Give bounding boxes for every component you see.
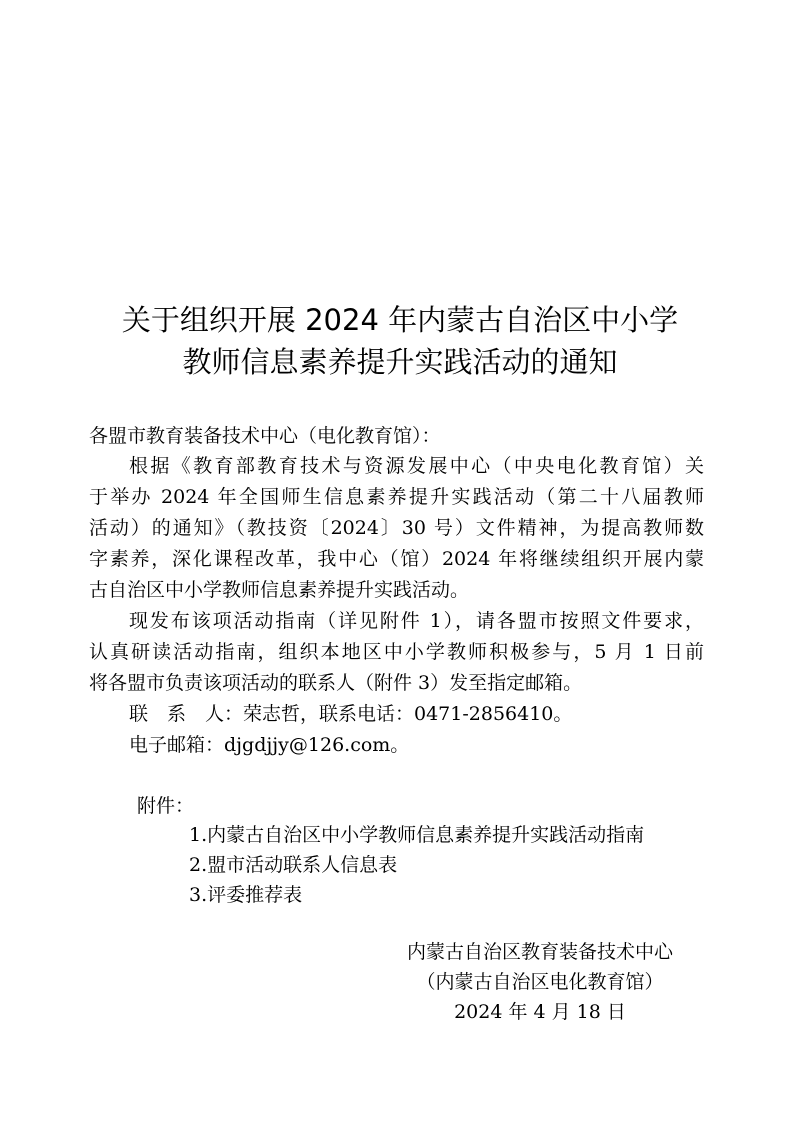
- salutation: 各盟市教育装备技术中心（电化教育馆）：: [89, 425, 441, 447]
- paragraph-line: 于举办 2024 年全国师生信息素养提升实践活动（第二十八届教师: [89, 486, 704, 508]
- paragraph-line: 古自治区中小学教师信息素养提升实践活动。: [89, 579, 470, 601]
- attachment-item: 2.盟市活动联系人信息表: [189, 854, 398, 876]
- signature-org-alt: （内蒙古自治区电化教育馆）: [416, 971, 664, 993]
- paragraph-line: 认真研读活动指南，组织本地区中小学教师积极参与，5 月 1 日前: [89, 641, 704, 663]
- attachments-label: 附件：: [137, 795, 195, 817]
- paragraph-line: 活动）的通知》（教技资〔2024〕30 号）文件精神，为提高教师数: [89, 517, 704, 539]
- contact-info: 联 系 人：荣志哲，联系电话：0471-2856410。: [129, 703, 573, 725]
- paragraph-line: 现发布该项活动指南（详见附件 1），请各盟市按照文件要求，: [129, 610, 704, 632]
- paragraph-line: 根据《教育部教育技术与资源发展中心（中央电化教育馆）关: [129, 455, 704, 477]
- document-title-line-1: 关于组织开展 2024 年内蒙古自治区中小学: [121, 303, 679, 337]
- paragraph-line: 字素养，深化课程改革，我中心（馆）2024 年将继续组织开展内蒙: [89, 548, 704, 570]
- signature-date: 2024 年 4 月 18 日: [454, 1001, 626, 1023]
- document-title-line-2: 教师信息素养提升实践活动的通知: [182, 345, 618, 379]
- email-info: 电子邮箱：djgdjjy@126.com。: [129, 734, 410, 756]
- attachment-item: 3.评委推荐表: [189, 884, 303, 906]
- attachment-item: 1.内蒙古自治区中小学教师信息素养提升实践活动指南: [189, 824, 645, 846]
- paragraph-line: 将各盟市负责该项活动的联系人（附件 3）发至指定邮箱。: [89, 672, 583, 694]
- signature-org: 内蒙古自治区教育装备技术中心: [406, 941, 673, 963]
